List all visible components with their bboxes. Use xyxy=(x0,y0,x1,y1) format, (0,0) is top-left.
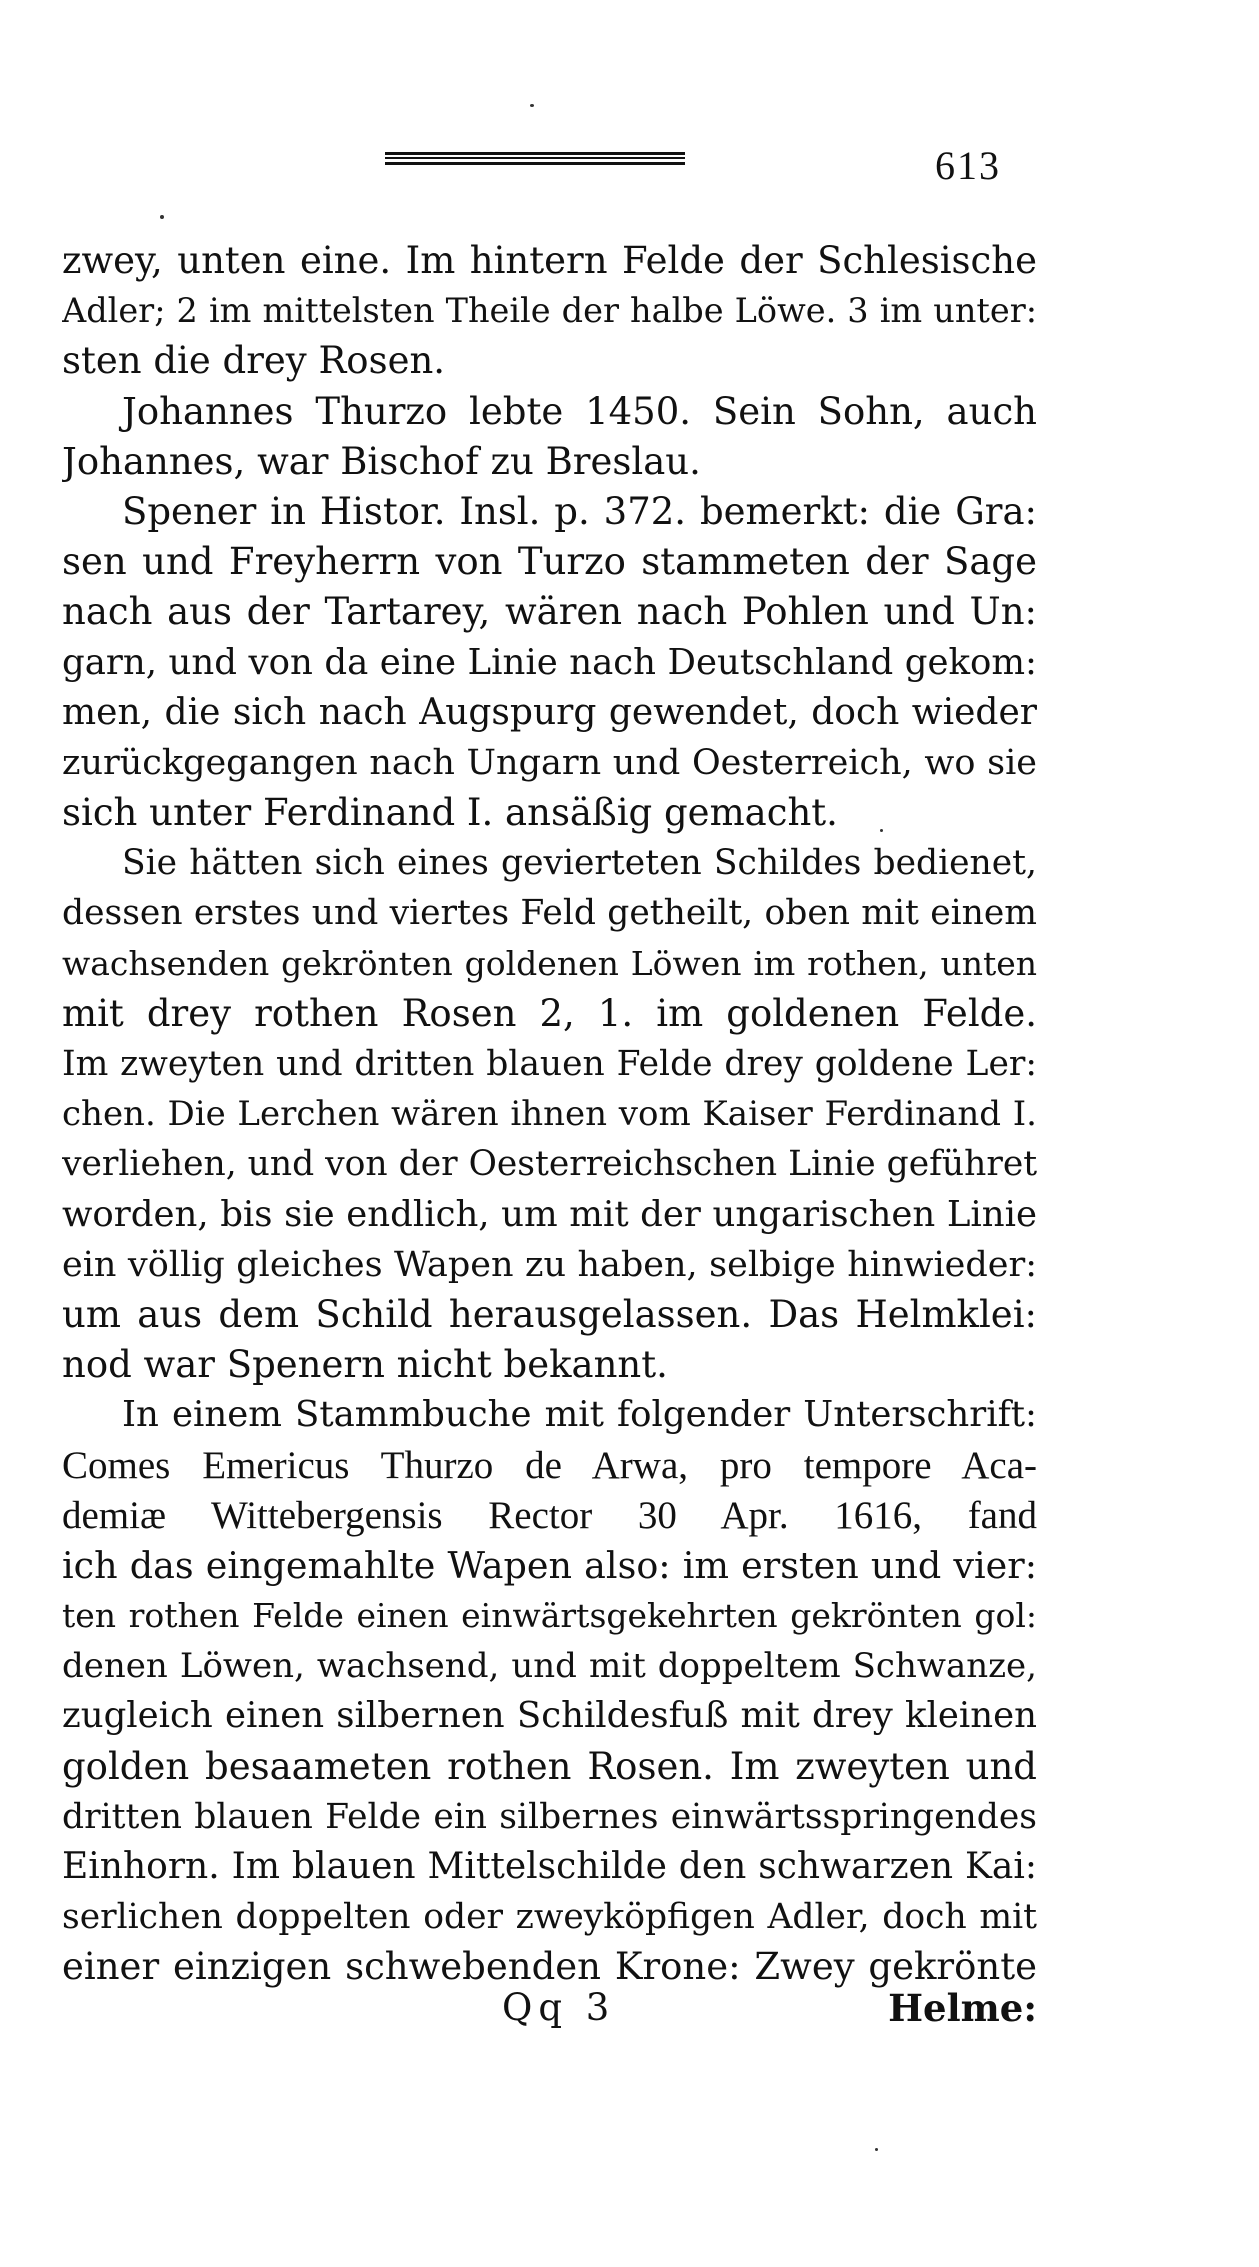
text-line: Adler; 2 im mittelsten Theile der halbe Löwe. 3 im unter: xyxy=(62,291,1037,331)
text-line: dritten blauen Felde ein silbernes einwärtsspringendes xyxy=(62,1796,1037,1837)
text-line: Spener in Histor. Insl. p. 372. bemerkt: die Gra: xyxy=(122,489,1037,533)
text-line: nach aus der Tartarey, wären nach Pohlen und Un: xyxy=(62,590,1037,634)
text-line: Einhorn. Im blauen Mittelschilde den schwarzen Kai: xyxy=(62,1846,1037,1887)
text-line: golden besaameten rothen Rosen. Im zweyten und xyxy=(62,1744,1037,1788)
text-line: dessen erstes und viertes Feld getheilt, oben mit einem xyxy=(62,893,1037,934)
text-line: zugleich einen silbernen Schildesfuß mit drey kleinen xyxy=(62,1695,1037,1737)
text-line: garn, und von da eine Linie nach Deutschland gekom: xyxy=(62,641,1037,683)
catchword: Helme: xyxy=(888,1986,1037,2030)
paper-speck xyxy=(875,2148,878,2151)
page-number: 613 xyxy=(935,143,1001,188)
text-line: Comes Emericus Thurzo de Arwa, pro tempore Aca- xyxy=(62,1443,1037,1487)
header-rule xyxy=(385,152,685,166)
text-line: einer einzigen schwebenden Krone: Zwey gekrönte xyxy=(62,1945,1037,1989)
text-line: chen. Die Lerchen wären ihnen vom Kaiser Ferdinand I. xyxy=(62,1094,1037,1135)
text-line: worden, bis sie endlich, um mit der ungarischen Linie xyxy=(62,1193,1037,1235)
text-line: sich unter Ferdinand I. ansäßig gemacht. xyxy=(62,791,838,835)
text-line: verliehen, und von der Oesterreichschen Linie geführet xyxy=(62,1144,1037,1185)
signature-mark: Qq 3 xyxy=(502,1986,616,2029)
text-line: ein völlig gleiches Wapen zu haben, selbige hinwieder: xyxy=(62,1244,1037,1285)
paper-speck xyxy=(530,104,534,107)
text-line: um aus dem Schild herausgelassen. Das Helmklei: xyxy=(62,1292,1037,1336)
page-footer xyxy=(62,1982,1037,2034)
paper-speck xyxy=(880,829,883,832)
text-line: Sie hätten sich eines gevierteten Schildes bedienet, xyxy=(122,843,1037,884)
text-line: men, die sich nach Augspurg gewendet, doch wieder xyxy=(62,691,1037,733)
text-line: nod war Spenern nicht bekannt. xyxy=(62,1343,668,1387)
paper-speck xyxy=(160,215,164,219)
text-line: Im zweyten und dritten blauen Felde drey goldene Ler: xyxy=(62,1044,1037,1084)
text-line: denen Löwen, wachsend, und mit doppeltem Schwanze, xyxy=(62,1646,1037,1687)
text-line: ich das eingemahlte Wapen also: im ersten und vier: xyxy=(62,1543,1037,1587)
text-line: Johannes Thurzo lebte 1450. Sein Sohn, auch xyxy=(122,389,1037,433)
text-line: sten die drey Rosen. xyxy=(62,339,446,383)
header-rule-line xyxy=(385,157,685,159)
text-line: ten rothen Felde einen einwärtsgekehrten gekrönten gol: xyxy=(62,1596,1037,1636)
header-rule-line xyxy=(385,152,685,155)
text-line: serlichen doppelten oder zweyköpfigen Adler, doch mit xyxy=(62,1897,1037,1938)
text-line: In einem Stammbuche mit folgender Unterschrift: xyxy=(122,1394,1037,1436)
text-line: zwey, unten eine. Im hintern Felde der Schlesische xyxy=(62,239,1037,282)
text-line: zurückgegangen nach Ungarn und Oesterreich, wo sie xyxy=(62,742,1037,783)
header-rule-line xyxy=(385,162,685,165)
text-line: Johannes, war Bischof zu Breslau. xyxy=(62,439,701,483)
text-line: demiæ Wittebergensis Rector 30 Apr. 1616, fand xyxy=(62,1493,1037,1537)
text-line: mit drey rothen Rosen 2, 1. im goldenen Felde. xyxy=(62,991,1037,1035)
text-line: sen und Freyherrn von Turzo stammeten der Sage xyxy=(62,540,1037,584)
text-line: wachsenden gekrönten goldenen Löwen im rothen, unten xyxy=(62,943,1037,983)
body-text xyxy=(62,236,1037,1993)
